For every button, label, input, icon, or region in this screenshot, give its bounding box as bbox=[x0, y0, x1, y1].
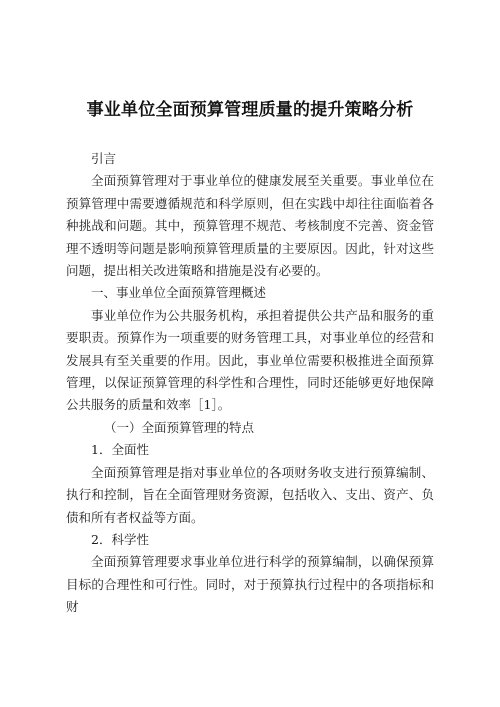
paragraph-intro: 全面预算管理对于事业单位的健康发展至关重要。事业单位在预算管理中需要遵循规范和科学原则，但在实践中却往往面临着各种挑战和问题。其中，预算管理不规范、考核制度不完善、资金管理不透明等问题是影响预算管理质量的主要原因。因此，针对这些问题，提出相关改进策略和措施是没有必要的。 bbox=[66, 173, 434, 279]
paragraph-overview: 事业单位作为公共服务机构，承担着提供公共产品和服务的重要职责。预算作为一项重要的财务管理工具，对事业单位的经营和发展具有至关重要的作用。因此，事业单位需要积极推进全面预算管理，以保证预算管理的科学性和合理性，同时还能够更好地保障公共服务的质量和效率［1］。 bbox=[66, 307, 434, 413]
document-title: 事业单位全面预算管理质量的提升策略分析 bbox=[86, 100, 414, 120]
paragraph-scientific: 全面预算管理要求事业单位进行科学的预算编制，以确保预算目标的合理性和可行性。同时，对于预算执行过程中的各项指标和财 bbox=[66, 554, 434, 615]
document-body bbox=[66, 148, 434, 619]
list-heading-comprehensiveness: 1．全面性 bbox=[91, 442, 149, 458]
paragraph-comprehensiveness: 全面预算管理是指对事业单位的各项财务收支进行预算编制、执行和控制，旨在全面管理财务资源，包括收入、支出、资产、负债和所有者权益等方面。 bbox=[66, 464, 434, 525]
section-heading-1: 一、事业单位全面预算管理概述 bbox=[91, 285, 267, 301]
list-heading-scientific: 2．科学性 bbox=[91, 531, 149, 547]
section-heading-intro: 引言 bbox=[91, 151, 117, 166]
subsection-heading-features: （一）全面预算管理的特点 bbox=[104, 419, 255, 435]
